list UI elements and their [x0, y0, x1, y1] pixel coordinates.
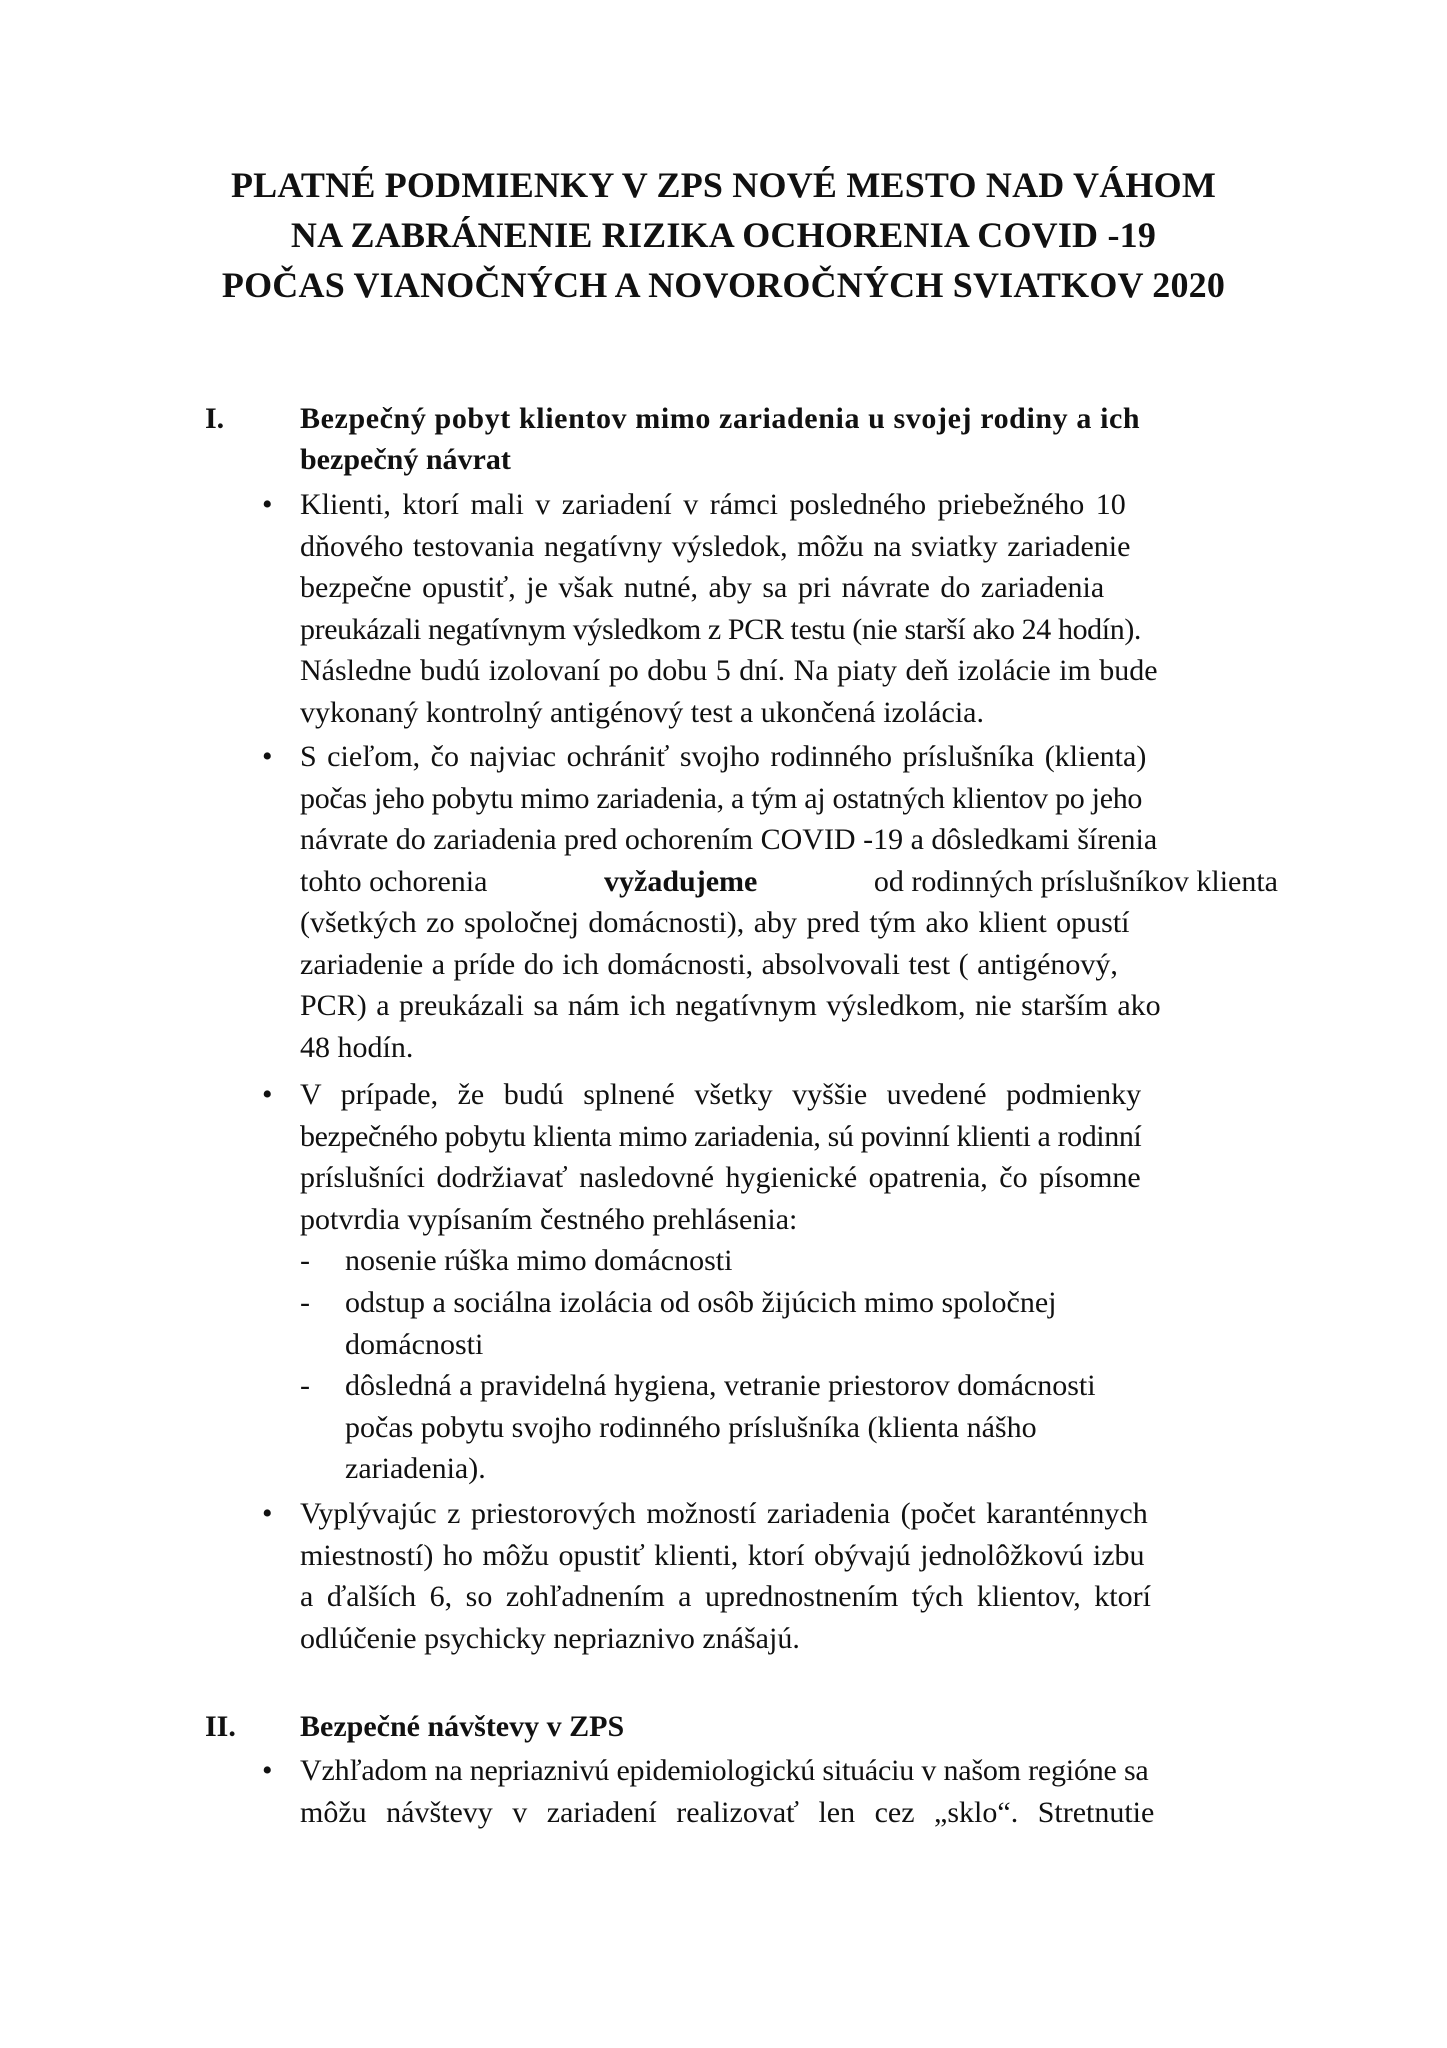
- section-1-heading-line-1: [300, 398, 1278, 439]
- paragraph-line: dňového testovania negatívny výsledok, môžu na sviatky zariadenie: [300, 529, 1131, 563]
- title-line-3: POČAS VIANOČNÝCH A NOVOROČNÝCH SVIATKOV 2020: [221, 265, 1226, 305]
- title-line-1: PLATNÉ PODMIENKY V ZPS NOVÉ MESTO NAD VÁHOM: [230, 165, 1217, 205]
- title-line-2: NA ZABRÁNENIE RIZIKA OCHORENIA COVID -19: [290, 215, 1157, 255]
- paragraph-line: Klienti, ktorí mali v zariadení v rámci posledného priebežného 10: [300, 488, 1126, 521]
- dash-marker: -: [300, 1244, 310, 1277]
- section-1-heading: [300, 398, 1278, 480]
- paragraph-line: môžu návštevy v zariadení realizovať len cez „sklo“. Stretnutie: [300, 1795, 1155, 1829]
- dash-item-line: zariadenia).: [345, 1452, 486, 1485]
- section-1-numeral: I.: [205, 402, 225, 435]
- section-2-heading: Bezpečné návštevy v ZPS: [300, 1710, 625, 1743]
- dash-item-line: dôsledná a pravidelná hygiena, vetranie priestorov domácnosti: [345, 1369, 1096, 1402]
- dash-item-line: domácnosti: [345, 1327, 484, 1361]
- paragraph-line: Vyplývajúc z priestorových možností zariadenia (počet karanténnych: [300, 1497, 1148, 1530]
- paragraph-line: 48 hodín.: [300, 1030, 414, 1064]
- paragraph-line: zariadenie a príde do ich domácnosti, absolvovali test ( antigénový,: [300, 947, 1118, 981]
- paragraph-line: preukázali negatívnym výsledkom z PCR testu (nie starší ako 24 hodín).: [300, 612, 1142, 646]
- paragraph-line: návrate do zariadenia pred ochorením COVID -19 a dôsledkami šírenia: [300, 823, 1158, 856]
- paragraph-line: S cieľom, čo najviac ochrániť svojho rodinného príslušníka (klienta): [300, 740, 1147, 773]
- document-title: [0, 160, 1447, 310]
- paragraph-line: Následne budú izolovaní po dobu 5 dní. Na piaty deň izolácie im bude: [300, 654, 1158, 687]
- section-1-bullet-3: [300, 1074, 1278, 1240]
- dash-item-2: [345, 1282, 1265, 1365]
- paragraph-line: a ďalších 6, so zohľadnením a uprednostnením tých klientov, ktorí: [300, 1580, 1151, 1613]
- paragraph-line: Vzhľadom na nepriaznivú epidemiologickú situáciu v našom regióne sa: [300, 1754, 1149, 1787]
- paragraph-line: príslušníci dodržiavať nasledovné hygienické opatrenia, čo písomne: [300, 1161, 1141, 1194]
- paragraph-line: počas jeho pobytu mimo zariadenia, a tým aj ostatných klientov po jeho: [300, 781, 1143, 815]
- paragraph-line: vykonaný kontrolný antigénový test a ukončená izolácia.: [300, 695, 984, 729]
- dash-marker: -: [300, 1286, 310, 1319]
- section-1-bullet-4: [300, 1493, 1278, 1659]
- section-2-numeral: II.: [205, 1710, 236, 1743]
- paragraph-line: miestností) ho môžu opustiť klienti, ktorí obývajú jednolôžkovú izbu: [300, 1538, 1145, 1572]
- section-1-bullet-2: [300, 736, 1278, 1068]
- paragraph-line: (všetkých zo spoločnej domácnosti), aby pred tým ako klient opustí: [300, 906, 1130, 939]
- line-start-text: tohto ochorenia: [300, 864, 488, 898]
- dash-item-3: [345, 1365, 1265, 1490]
- paragraph-line-with-emphasis: [300, 861, 1278, 903]
- section-1-heading-line-2: bezpečný návrat: [300, 443, 511, 476]
- bullet-marker: •: [262, 1078, 273, 1111]
- paragraph-line: bezpečne opustiť, je však nutné, aby sa pri návrate do zariadenia: [300, 571, 1105, 604]
- paragraph-line: odlúčenie psychicky nepriaznivo znášajú.: [300, 1621, 800, 1655]
- paragraph-line: bezpečného pobytu klienta mimo zariadenia, sú povinní klienti a rodinní: [300, 1119, 1142, 1153]
- emphasis-word: vyžadujeme: [604, 864, 758, 898]
- paragraph-line: potvrdia vypísaním čestného prehlásenia:: [300, 1202, 798, 1236]
- section-2-bullet-1: [300, 1750, 1278, 1833]
- dash-item-1: [345, 1240, 1265, 1282]
- dash-item-line: nosenie rúška mimo domácnosti: [345, 1244, 733, 1277]
- paragraph-line: PCR) a preukázali sa nám ich negatívnym výsledkom, nie starším ako: [300, 989, 1161, 1022]
- line-end-text: od rodinných príslušníkov klienta: [873, 864, 1278, 898]
- heading-text: Bezpečný pobyt klientov mimo zariadenia u svojej rodiny a ich: [300, 402, 1141, 435]
- paragraph-line: V prípade, že budú splnené všetky vyššie uvedené podmienky: [300, 1078, 1142, 1111]
- bullet-marker: •: [262, 488, 273, 521]
- section-1-bullet-1: [300, 484, 1278, 733]
- bullet-marker: •: [262, 740, 273, 773]
- dash-item-line: počas pobytu svojho rodinného príslušníka (klienta nášho: [345, 1410, 1037, 1444]
- bullet-marker: •: [262, 1754, 273, 1787]
- bullet-marker: •: [262, 1497, 273, 1530]
- dash-marker: -: [300, 1369, 310, 1402]
- dash-item-line: odstup a sociálna izolácia od osôb žijúcich mimo spoločnej: [345, 1286, 1057, 1319]
